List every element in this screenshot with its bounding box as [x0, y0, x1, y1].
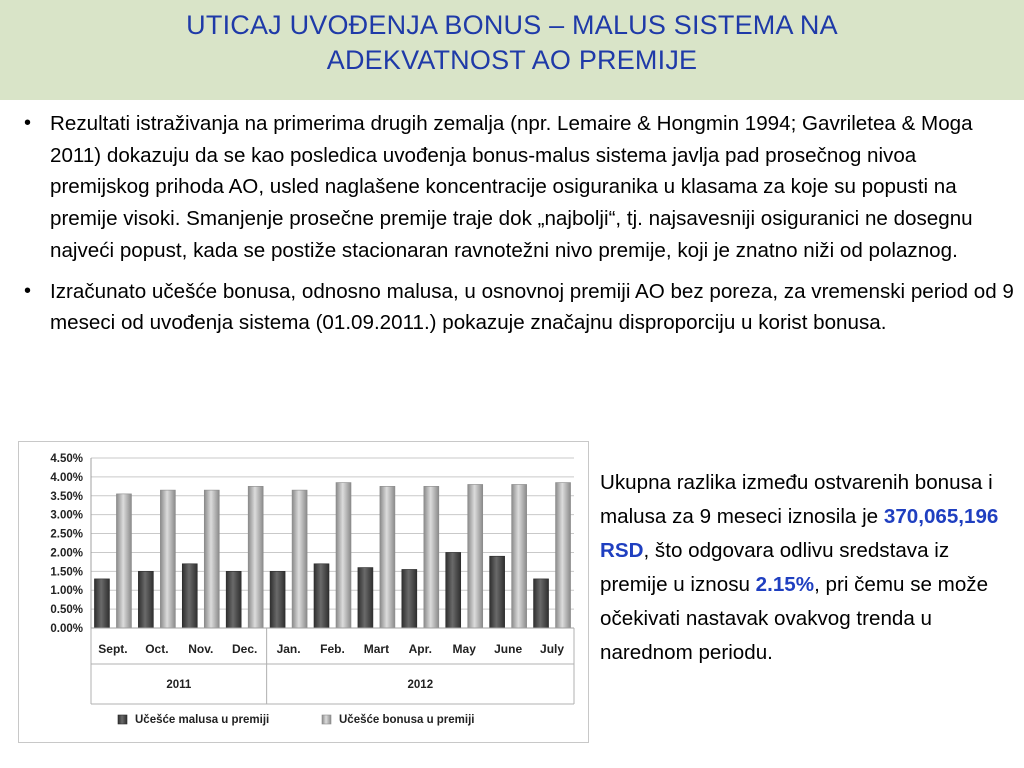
y-tick-label: 3.50% — [50, 490, 83, 503]
bar-bonus — [292, 490, 307, 628]
summary-text — [600, 466, 1016, 670]
x-tick-label: Mart — [363, 642, 390, 656]
summary-part-3: , pri čemu se može očekivati nastavak ovakvog trenda u narednom periodu. — [600, 573, 989, 664]
group-label: 2011 — [166, 679, 192, 691]
x-tick-label: Jan. — [276, 642, 301, 656]
group-label: 2012 — [407, 679, 434, 691]
bar-bonus — [248, 486, 263, 628]
bar-malus — [226, 571, 241, 628]
legend-swatch — [118, 715, 127, 724]
bullet-list — [22, 108, 1017, 348]
bullet-dot-icon: • — [24, 279, 32, 302]
bar-malus — [402, 569, 417, 628]
bullet-item — [22, 276, 1017, 339]
legend-label: Učešće bonusa u premiji — [339, 714, 475, 726]
x-tick-label: July — [540, 642, 565, 656]
bar-malus — [138, 571, 153, 628]
bar-bonus — [556, 483, 571, 628]
y-tick-label: 1.50% — [50, 566, 83, 579]
summary-percent: 2.15% — [755, 573, 815, 596]
bar-malus — [358, 568, 373, 628]
bar-bonus — [424, 486, 439, 628]
y-tick-label: 0.50% — [50, 604, 83, 617]
y-tick-label: 2.00% — [50, 547, 83, 560]
title-line-2: ADEKVATNOST AO PREMIJE — [326, 45, 698, 75]
y-tick-label: 3.00% — [50, 509, 83, 522]
summary-amount: 370,065,196 RSD — [600, 505, 999, 562]
x-tick-label: Oct. — [145, 642, 169, 656]
bullet-text: Izračunato učešće bonusa, odnosno malusa, u osnovnoj premiji AO bez poreza, za vremenski period od 9 meseci od uvođenja sistema (01.09.2011.) pokazuje značajnu disproporciju u korist bonusa. — [50, 279, 1014, 335]
y-tick-label: 4.00% — [50, 471, 83, 484]
x-tick-label: May — [452, 642, 476, 656]
bar-bonus — [160, 490, 175, 628]
x-tick-label: Sept. — [98, 642, 128, 656]
bullet-dot-icon: • — [24, 112, 32, 134]
summary-part-1: Ukupna razlika između ostvarenih bonusa i malusa za 9 meseci iznosila je — [600, 471, 993, 528]
x-tick-label: June — [494, 642, 523, 656]
bar-bonus — [380, 486, 395, 628]
title-line-1: UTICAJ UVOĐENJA BONUS – MALUS SISTEMA NA — [186, 10, 838, 40]
bar-bonus — [204, 490, 219, 628]
chart-frame — [18, 441, 589, 743]
x-tick-label: Apr. — [408, 642, 432, 656]
bar-malus — [490, 556, 505, 628]
x-tick-label: Dec. — [232, 642, 258, 656]
y-tick-label: 1.00% — [50, 585, 83, 598]
bar-malus — [314, 564, 329, 628]
bar-malus — [446, 552, 461, 628]
bullet-text: Rezultati istraživanja na primerima drugih zemalja (npr. Lemaire & Hongmin 1994; Gavriletea & Moga 2011) dokazuju da se kao posledica uvođenja bonus-malus sistema javlja pad prosečnog nivoa premijskog prihoda AO, usled naglašene koncentracije osiguranika u klasama za koje su popusti na premije visoki. Smanjenje prosečne premije traje dok „najbolji“, tj. najsavesniji osiguranici ne dosegnu najveći popust, kada se postiže stacionaran ravnotežni nivo premije, koji je znatno niži od polaznog. — [50, 112, 973, 262]
y-tick-label: 0.00% — [50, 623, 83, 635]
y-tick-label: 2.50% — [50, 528, 83, 541]
legend-label: Učešće malusa u premiji — [135, 714, 270, 726]
bullet-item — [22, 108, 1017, 267]
bar-chart — [19, 442, 588, 742]
bar-bonus — [336, 483, 351, 628]
bar-malus — [94, 579, 109, 628]
bar-bonus — [116, 494, 131, 628]
summary-part-2: , što odgovara odlivu sredstava iz premije u iznosu — [600, 539, 950, 596]
bar-malus — [270, 571, 285, 628]
y-tick-label: 4.50% — [50, 453, 83, 465]
x-tick-label: Feb. — [320, 642, 345, 656]
bar-bonus — [468, 484, 483, 628]
legend-swatch — [322, 715, 331, 724]
slide-title — [0, 8, 1024, 78]
bar-bonus — [512, 484, 527, 628]
bar-malus — [534, 579, 549, 628]
x-tick-label: Nov. — [188, 642, 214, 656]
bar-malus — [182, 564, 197, 628]
